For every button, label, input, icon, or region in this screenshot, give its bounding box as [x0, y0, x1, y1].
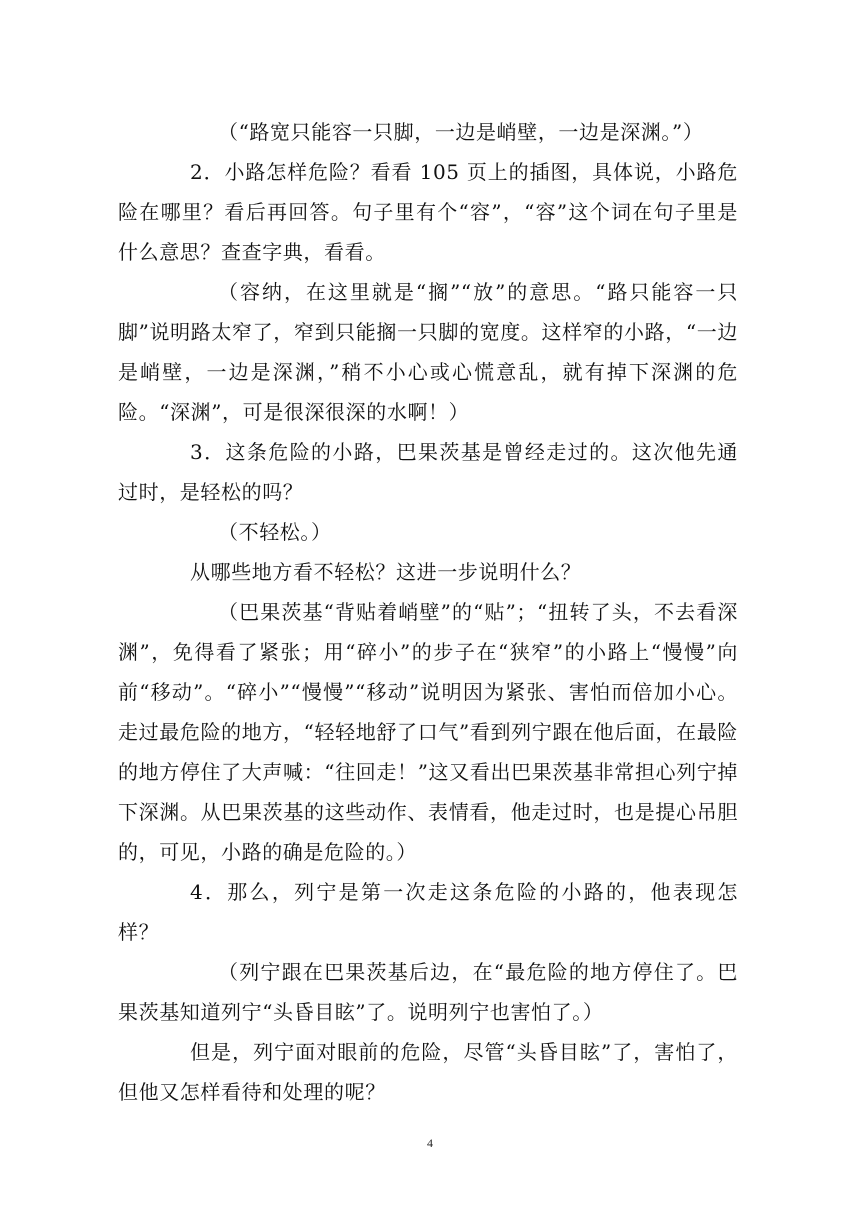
paragraph-answer-2: （容纳，在这里就是“搁”“放”的意思。“路只能容一只脚”说明路太窄了，窄到只能搁一只脚的宽度。这样窄的小路，“一边是峭壁，一边是深渊，”稍不小心或心慌意乱，就有掉下深渊的危险。“深渊”，可是很深很深的水啊！）	[118, 280, 738, 424]
paragraph-question-2: 2．小路怎样危险？看看 105 页上的插图，具体说，小路危险在哪里？看后再回答。句子里有个“容”，“容”这个词在句子里是什么意思？查查字典，看看。	[118, 160, 738, 264]
paragraph-answer-followup: （巴果茨基“背贴着峭壁”的“贴”；“扭转了头，不去看深渊”，免得看了紧张；用“碎小”的步子在“狭窄”的小路上“慢慢”向前“移动”。“碎小”“慢慢”“移动”说明因为紧张、害怕而倍加小心。走过最危险的地方，“轻轻地舒了口气”看到列宁跟在他后面，在最险的地方停住了大声喊：“往回走！”这又看出巴果茨基非常担心列宁掉下深渊。从巴果茨基的这些动作、表情看，他走过时，也是提心吊胆的，可见，小路的确是危险的。）	[118, 600, 738, 864]
page-number: 4	[427, 1136, 433, 1150]
paragraph-answer-1: （“路宽只能容一只脚，一边是峭壁，一边是深渊。”）	[218, 120, 704, 144]
paragraph-question-3: 3．这条危险的小路，巴果茨基是曾经走过的。这次他先通过时，是轻松的吗？	[118, 440, 738, 504]
paragraph-closing-question: 但是，列宁面对眼前的危险，尽管“头昏目眩”了，害怕了，但他又怎样看待和处理的呢？	[118, 1040, 738, 1104]
paragraph-answer-3: （不轻松。）	[218, 520, 332, 544]
document-body	[118, 112, 738, 1112]
paragraph-followup-question: 从哪些地方看不轻松？这进一步说明什么？	[190, 560, 582, 584]
paragraph-answer-4: （列宁跟在巴果茨基后边，在“最危险的地方停住了。巴果茨基知道列宁“头昏目眩”了。说明列宁也害怕了。）	[118, 960, 738, 1024]
paragraph-question-4: 4．那么，列宁是第一次走这条危险的小路的，他表现怎样？	[118, 880, 738, 944]
